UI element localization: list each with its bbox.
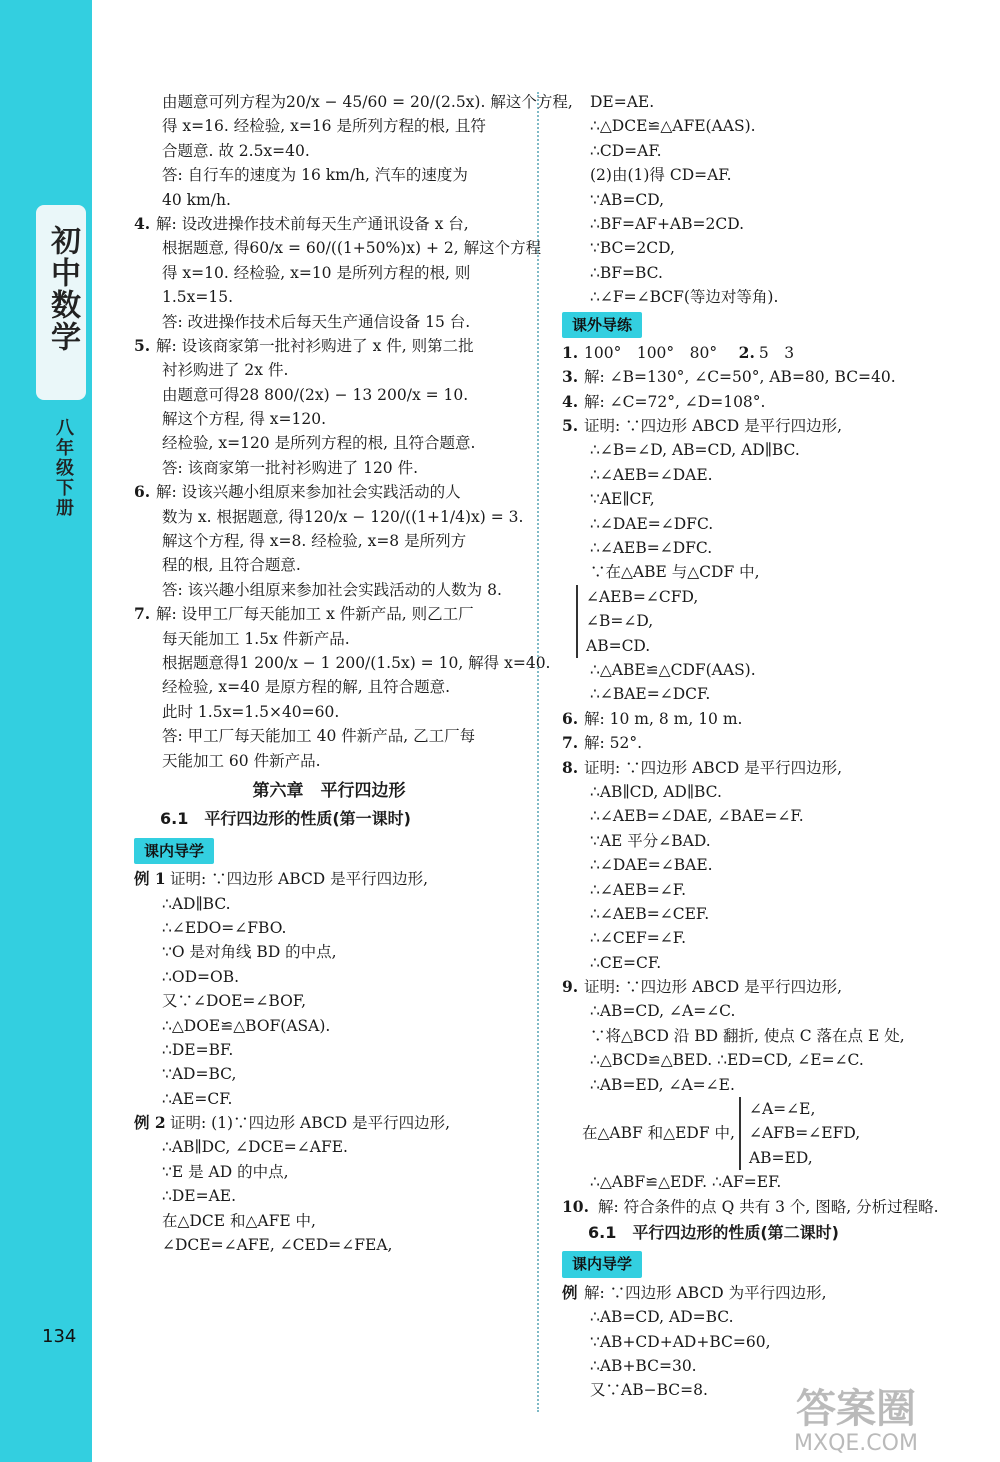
answer-line [562,1305,982,1329]
answer-line [134,1135,524,1159]
answer-line [134,383,524,407]
answer-line [562,390,982,414]
grade-label: 八年级下册 [53,418,74,518]
answer-line [134,505,524,529]
answer-line [134,1087,524,1111]
tag-in-class-2: 课内导学 [562,1251,642,1277]
line-text: 得 x=10. 经检验, x=10 是所列方程的根, 则 [162,263,471,282]
answer-line: ∵AB=CD, [590,190,665,209]
watermark-url: MXQE.COM [794,1431,918,1456]
answer-line: ∠B=∠D, [586,612,654,631]
answer-line [562,1048,982,1072]
item-number: 4. [134,213,151,233]
line-text: ∴AD∥BC. [162,894,231,913]
line-text: ∴∠DAE=∠DFC. [590,514,714,533]
item-number: 2. [738,342,755,362]
brace-group-1 [576,585,982,658]
line-text: 5 3 [758,343,795,362]
example-1 [134,867,524,1111]
answer-line [134,749,524,773]
line-text: 解: 10 m, 8 m, 10 m. [584,709,743,728]
answer-line [562,804,982,828]
chapter-title: 第六章 平行四边形 [252,780,406,801]
line-text: ∴DE=AE. [162,1187,237,1206]
answer-line [134,675,524,699]
item-number: 10. [562,1196,589,1216]
answer-line [562,560,982,584]
line-text: ∵将△BCD 沿 BD 翻折, 使点 C 落在点 E 处, [590,1026,905,1045]
right-column [562,90,982,1403]
answer-line [562,341,982,365]
answer-line [562,975,982,999]
answer-line [134,1184,524,1208]
answer-line [134,285,524,309]
item-number: 6. [134,482,151,502]
answer-line [562,1073,982,1097]
line-text: ∴∠AEB=∠DAE, ∠BAE=∠F. [590,807,804,826]
answer-line [134,334,524,358]
line-text: ∴AB∥DC, ∠DCE=∠AFE. [162,1138,348,1157]
line-text: 衬衫购进了 2x 件. [162,361,289,380]
line-text: ∴AB∥CD, AD∥BC. [590,782,722,801]
line-text: 答: 甲工厂每天能加工 40 件新产品, 乙工厂每 [162,727,476,746]
line-text: 合题意. 故 2.5x=40. [162,141,310,160]
sidebar [0,0,92,1462]
line-text: ∵AE 平分∠BAD. [590,831,711,850]
item-number: 例 1 [134,869,166,889]
line-text: ∴AB=CD, AD=BC. [590,1308,734,1327]
line-text: 解: ∵四边形 ABCD 为平行四边形, [584,1283,827,1302]
line-text: 答: 改进操作技术后每天生产通信设备 15 台. [162,312,471,331]
tag-in-class: 课内导学 [134,838,214,864]
section-title-2: 6.1 平行四边形的性质(第二课时) [588,1222,839,1242]
answer-line [134,553,524,577]
line-text: 证明: ∵四边形 ABCD 是平行四边形, [584,978,843,997]
line-text: 得 x=16. 经检验, x=16 是所列方程的根, 且符 [162,117,486,136]
answer-line [134,965,524,989]
line-text: ∵AE∥CF, [590,490,655,509]
line-text: 证明: ∵四边形 ABCD 是平行四边形, [584,417,843,436]
line-text: 证明: ∵四边形 ABCD 是平行四边形, [584,758,843,777]
answer-line [562,536,982,560]
line-text: 数为 x. 根据题意, 得120/x − 120/((1+1/4)x) = 3. [162,507,524,526]
answer-line: DE=AE. [590,93,655,111]
section-title-1: 6.1 平行四边形的性质(第一课时) [160,809,411,829]
line-text: 又∵∠DOE=∠BOF, [162,992,307,1011]
answer-line [134,1111,524,1135]
line-text: 天能加工 60 件新产品. [162,751,321,770]
line-text: 解这个方程, 得 x=120. [162,410,327,429]
answer-line [562,707,982,731]
answer-line: ∠A=∠E, [748,1100,816,1119]
column-divider [537,92,539,1412]
item-number: 1. [562,342,579,362]
answer-line [562,902,982,926]
answer-line [134,578,524,602]
line-text: ∴AB=CD, ∠A=∠C. [590,1002,736,1021]
line-text: ∵在△ABE 与△CDF 中, [590,563,760,582]
item-number: 7. [562,733,579,753]
answer-line [134,892,524,916]
answer-line [562,512,982,536]
answer-line [134,456,524,480]
item-number: 5. [134,335,151,355]
answer-line [562,1354,982,1378]
line-text: 解这个方程, 得 x=8. 经检验, x=8 是所列方 [162,532,467,551]
line-text: 100° 100° 80° [584,343,733,362]
answer-line: (2)由(1)得 CD=AF. [590,166,732,185]
line-text: 40 km/h. [162,190,231,209]
line-text: 在△DCE 和△AFE 中, [162,1211,316,1230]
tag-extra-practice: 课外导练 [562,312,642,338]
answer-line [562,829,982,853]
line-text: ∵E 是 AD 的中点, [162,1162,289,1181]
line-text: 证明: ∵四边形 ABCD 是平行四边形, [170,870,429,889]
line-text: ∴CE=CF. [590,953,662,972]
line-text: 程的根, 且符合题意. [162,556,301,575]
line-text: 解: 设改进操作技术前每天生产通讯设备 x 台, [156,214,469,233]
line-text: ∴△DOE≌△BOF(ASA). [162,1016,331,1035]
answer-line [134,1209,524,1233]
line-text: ∴AB+BC=30. [590,1356,697,1375]
answer-line [562,1195,982,1219]
answer-line [562,1281,982,1305]
item-number: 5. [562,416,579,436]
line-text: 答: 该兴趣小组原来参加社会实践活动的人数为 8. [162,580,502,599]
answer-line [562,414,982,438]
answer-line [134,90,573,114]
answer-line [562,951,982,975]
line-text: ∴∠B=∠D, AB=CD, AD∥BC. [590,441,800,460]
answer-list-left [134,90,573,773]
line-text: 证明: (1)∵四边形 ABCD 是平行四边形, [170,1114,451,1133]
line-text: ∴∠EDO=∠FBO. [162,918,287,937]
answer-line [134,867,524,891]
answer-line: AB=CD. [586,636,651,655]
line-text: 解: 符合条件的点 Q 共有 3 个, 图略, 分析过程略. [598,1197,939,1216]
watermark [726,1378,986,1456]
answer-line [562,731,982,755]
line-text: ∴∠BAE=∠DCF. [590,685,711,704]
watermark-graphic [726,1378,986,1456]
line-text: ∴△BCD≌△BED. ∴ED=CD, ∠E=∠C. [590,1051,864,1070]
line-text: 经检验, x=120 是所列方程的根, 且符合题意. [162,434,476,453]
answer-line [562,780,982,804]
item-number: 8. [562,757,579,777]
answer-line [134,358,524,382]
line-text: 由题意可列方程为20/x − 45/60 = 20/(2.5x). 解这个方程, [162,93,573,111]
left-column [134,90,573,1257]
answer-line [134,989,524,1013]
line-text: ∴∠CEF=∠F. [590,929,687,948]
answer-line [134,261,524,285]
line-text: ∵AD=BC, [162,1065,237,1084]
line-text: ∴OD=OB. [162,967,240,986]
line-text: 经检验, x=40 是原方程的解, 且符合题意. [162,678,451,697]
answer-list-right-b [562,658,982,1097]
brace-row-2 [562,1097,982,1170]
line-text: ∴∠AEB=∠DFC. [590,539,713,558]
answer-line [134,651,551,675]
answer-line [134,940,524,964]
answer-line [134,700,524,724]
line-text: 解: 设该商家第一批衬衫购进了 x 件, 则第二批 [156,336,474,355]
item-number: 3. [562,367,579,387]
answer-line [562,999,982,1023]
line-text: ∵AB+CD+AD+BC=60, [590,1332,771,1351]
answer-line: ∠AFB=∠EFD, [748,1124,861,1143]
item-number: 7. [134,604,151,624]
watermark-text: 答案圈 [796,1386,916,1432]
line-text: 解: ∠C=72°, ∠D=108°. [584,392,766,411]
answer-line [134,602,524,626]
line-text: 1.5x=15. [162,288,234,307]
answer-line: ∴△DCE≌△AFE(AAS). [590,117,756,136]
answer-line [134,188,524,212]
answer-line [134,1038,524,1062]
item-number: 6. [562,708,579,728]
line-text: 答: 自行车的速度为 16 km/h, 汽车的速度为 [162,166,468,185]
line-text: 此时 1.5x=1.5×40=60. [162,702,340,721]
answer-line [134,1062,524,1086]
answer-line [562,878,982,902]
answer-line [562,926,982,950]
answer-line [562,1024,982,1048]
line-text: 解: 设甲工厂每天能加工 x 件新产品, 则乙工厂 [156,605,474,624]
page-number: 134 [42,1326,77,1347]
line-text: 答: 该商家第一批衬衫购进了 120 件. [162,458,419,477]
item-number: 例 [562,1282,578,1302]
answer-line [134,1160,524,1184]
answer-line: ∴CD=AF. [590,141,662,160]
answer-line [134,724,524,748]
item-number: 例 2 [134,1113,166,1133]
answer-line: ∴BF=BC. [590,263,663,282]
line-text: ∵O 是对角线 BD 的中点, [162,943,337,962]
answer-line [562,853,982,877]
answer-line [134,431,524,455]
line-text: ∴∠AEB=∠CEF. [590,904,710,923]
answer-line [134,163,524,187]
book-title: 初中数学 [45,225,80,353]
answer-line [134,1014,524,1038]
line-text: ∠DCE=∠AFE, ∠CED=∠FEA, [162,1236,393,1255]
line-text: ∴△ABF≌△EDF. ∴AF=EF. [590,1173,782,1192]
example-2 [134,1111,524,1257]
answer-line [134,627,524,651]
answer-line [562,487,982,511]
answer-line [562,438,982,462]
answer-list-right-a [562,341,982,585]
answer-line [562,463,982,487]
answer-line [134,407,524,431]
answer-line [562,365,982,389]
answer-line [562,682,982,706]
answer-line [562,1330,982,1354]
answer-line [562,1170,982,1194]
answer-line: ∴BF=AF+AB=2CD. [590,214,745,233]
answer-list-right-c [562,1170,982,1219]
line-text: 解: 设该兴趣小组原来参加社会实践活动的人 [156,483,461,502]
answer-line: AB=ED, [748,1148,813,1167]
item-number: 9. [562,977,579,997]
line-text: ∴DE=BF. [162,1040,234,1059]
answer-line: ∠AEB=∠CFD, [586,587,699,606]
answer-line [134,1233,524,1257]
line-text: 又∵AB−BC=8. [590,1381,708,1400]
line-text: 解: ∠B=130°, ∠C=50°, AB=80, BC=40. [584,368,896,387]
answer-line [562,756,982,780]
line-text: 根据题意, 得60/x = 60/((1+50%)x) + 2, 解这个方程 [162,239,542,258]
answer-line [134,916,524,940]
answer-line [134,139,524,163]
answer-line [134,236,542,260]
line-text: ∴∠AEB=∠DAE. [590,465,713,484]
line-text: 每天能加工 1.5x 件新产品. [162,629,350,648]
line-text: ∴△ABE≌△CDF(AAS). [590,661,756,679]
line-text: 根据题意得1 200/x − 1 200/(1.5x) = 10, 解得 x=40. [162,653,551,672]
answer-line [134,310,524,334]
line-text: ∴∠AEB=∠F. [590,880,686,899]
line-text: ∴∠DAE=∠BAE. [590,856,713,875]
answer-line [134,114,524,138]
answer-line [134,480,524,504]
brace-prefix: 在△ABF 和△EDF 中, [582,1124,735,1143]
answer-line [134,529,524,553]
item-number: 4. [562,391,579,411]
answer-continuation [562,90,982,310]
answer-line [562,658,982,682]
line-text: 由题意可得28 800/(2x) − 13 200/x = 10. [162,385,469,404]
brace-group-2 [739,1097,860,1170]
answer-line: ∵BC=2CD, [590,239,675,258]
line-text: ∴AE=CF. [162,1089,233,1108]
answer-line [134,212,524,236]
line-text: ∴AB=ED, ∠A=∠E. [590,1075,735,1094]
answer-line: ∴∠F=∠BCF(等边对等角). [590,288,779,307]
line-text: 解: 52°. [584,734,643,753]
